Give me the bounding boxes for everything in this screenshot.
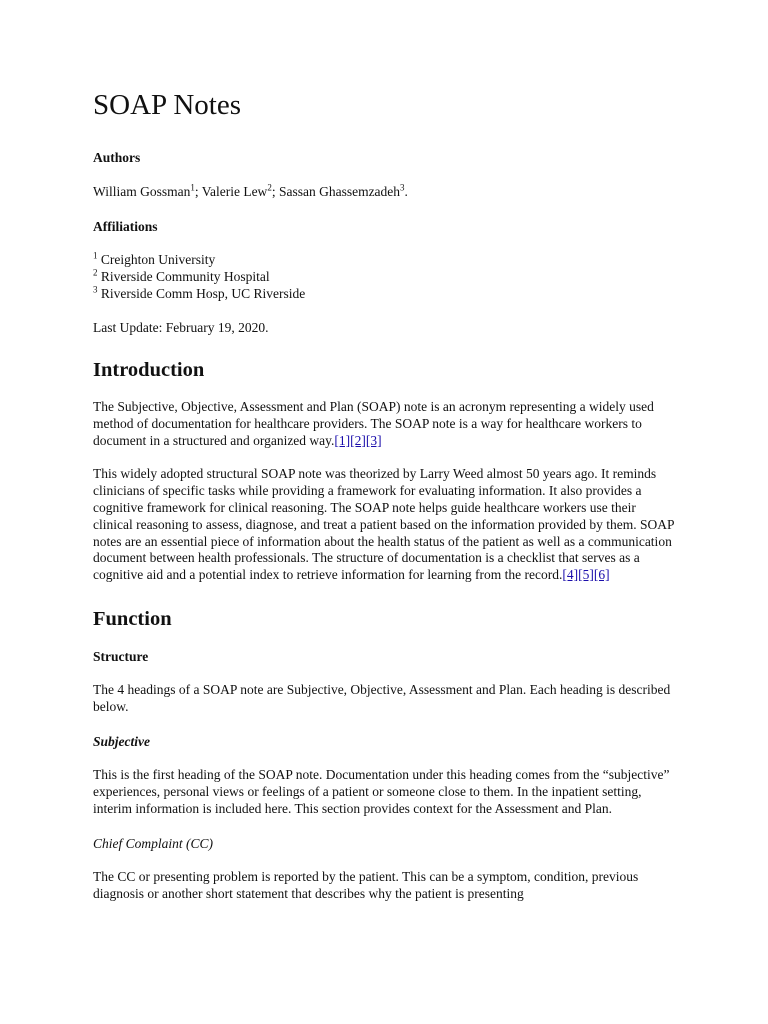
- structure-heading: Structure: [93, 648, 149, 664]
- author-separator: ;: [271, 183, 279, 199]
- affiliation-item: [93, 269, 678, 286]
- author-sup: 3: [400, 182, 405, 193]
- page-title: SOAP Notes: [93, 89, 241, 121]
- paragraph-text: This widely adopted structural SOAP note was theorized by Larry Weed almost 50 years ago. It reminds clinicians of specific tasks while providing a framework for evaluating information. It also provides a cognitive framework for clinical reasoning. The SOAP note helps guide healthcare workers use their clinical reasoning to assess, diagnose, and treat a patient based on the information provided by them. SOAP notes are an essential piece of information about the health status of the patient as well as a communication document between health professionals. The structure of documentation is a checklist that serves as a cognitive aid and a potential index to retrieve information for learning from the record.: [93, 466, 674, 583]
- affiliation-sup: 3: [93, 284, 98, 295]
- affiliations-label: Affiliations: [93, 218, 158, 234]
- affiliations-list: [93, 252, 678, 302]
- subjective-paragraph: This is the first heading of the SOAP note. Documentation under this heading comes from the “subjective” experiences, personal views or feelings of a patient or someone close to them. In the inpatient setting, interim information is included here. This section provides context for the Assessment and Plan.: [93, 767, 670, 816]
- author-name: Valerie Lew: [201, 183, 268, 199]
- paragraph-text: The Subjective, Objective, Assessment and Plan (SOAP) note is an acronym representing a widely used method of documentation for healthcare providers. The SOAP note is a way for healthcare workers to document in a structured and organized way.: [93, 399, 654, 448]
- subjective-heading: Subjective: [93, 733, 150, 749]
- author-sup: 1: [190, 182, 195, 193]
- affiliation-item: [93, 286, 678, 303]
- affiliation-sup: 2: [93, 267, 98, 278]
- affiliation-name: Creighton University: [100, 252, 216, 268]
- author-name: Sassan Ghassemzadeh: [278, 183, 401, 199]
- introduction-paragraph-1: [93, 399, 678, 449]
- authors-line: [93, 184, 678, 201]
- affiliation-name: Riverside Community Hospital: [100, 269, 270, 285]
- reference-link-4[interactable]: [4]: [562, 567, 579, 583]
- author-separator: .: [404, 183, 408, 199]
- introduction-paragraph-2: [93, 466, 678, 584]
- function-heading: Function: [93, 607, 172, 630]
- author-sup: 2: [267, 182, 272, 193]
- introduction-heading: Introduction: [93, 359, 205, 382]
- reference-link-6[interactable]: [6]: [593, 567, 610, 583]
- author-separator: ;: [194, 183, 202, 199]
- authors-label: Authors: [93, 150, 141, 166]
- chief-complaint-paragraph: The CC or presenting problem is reported by the patient. This can be a symptom, condition, previous diagnosis or another short statement that describes why the patient is presenting: [93, 869, 639, 901]
- chief-complaint-heading: Chief Complaint (CC): [93, 835, 214, 851]
- reference-link-5[interactable]: [5]: [578, 567, 594, 583]
- reference-link-1[interactable]: [1]: [334, 432, 351, 448]
- reference-link-2[interactable]: [2]: [350, 432, 366, 448]
- affiliation-item: [93, 252, 678, 269]
- affiliation-sup: 1: [93, 250, 98, 261]
- affiliation-name: Riverside Comm Hosp, UC Riverside: [100, 285, 306, 301]
- author-name: William Gossman: [93, 183, 191, 199]
- structure-paragraph: The 4 headings of a SOAP note are Subjective, Objective, Assessment and Plan. Each heading is described below.: [93, 682, 671, 714]
- last-update: Last Update: February 19, 2020.: [93, 319, 269, 335]
- reference-link-3[interactable]: [3]: [365, 432, 382, 448]
